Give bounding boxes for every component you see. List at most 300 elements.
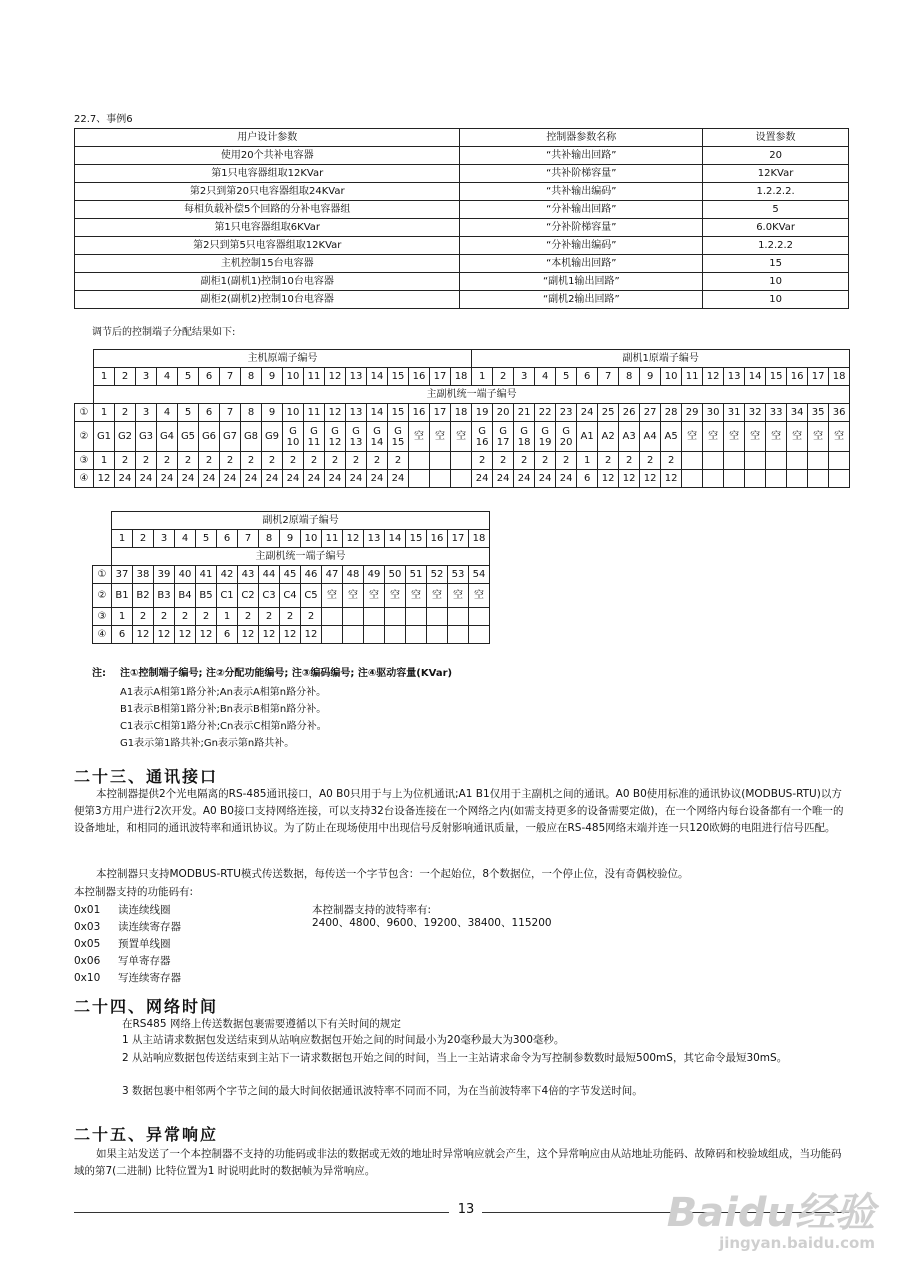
grid-cell: 12	[259, 626, 280, 644]
grid-cell: 5	[178, 404, 199, 422]
grid-cell: 18	[451, 404, 472, 422]
grid-cell	[808, 452, 829, 470]
func-code: 0x03	[74, 921, 101, 933]
orig-cell: 2	[133, 530, 154, 548]
grid-cell	[448, 608, 469, 626]
orig-cell: 4	[535, 368, 556, 386]
orig-cell: 12	[343, 530, 364, 548]
grid-cell: 2	[388, 452, 409, 470]
grid-cell	[364, 608, 385, 626]
grid-cell: 24	[136, 470, 157, 488]
func-desc: 读连续寄存器	[118, 921, 181, 933]
table-cell: 第1只电容器组取6KVar	[75, 219, 460, 237]
orig-cell: 10	[661, 368, 682, 386]
grid-cell: G 15	[388, 422, 409, 452]
grid-cell: 12	[301, 626, 322, 644]
func-desc: 写连续寄存器	[118, 972, 181, 984]
header-cell: 控制器参数名称	[460, 129, 703, 147]
orig-cell: 7	[238, 530, 259, 548]
grid-cell: 2	[238, 608, 259, 626]
table-cell: 1.2.2.2.	[703, 183, 849, 201]
grid-cell: 12	[94, 470, 115, 488]
func-item	[74, 936, 181, 953]
grid-cell: 1	[217, 608, 238, 626]
grid-cell	[766, 470, 787, 488]
grid-cell: 40	[175, 566, 196, 584]
grid-cell: 50	[385, 566, 406, 584]
grid-cell	[703, 452, 724, 470]
grid-cell: 32	[745, 404, 766, 422]
table-cell: 1.2.2.2	[703, 237, 849, 255]
main-header: 主机原端子编号	[94, 350, 472, 368]
grid-cell: 7	[220, 404, 241, 422]
table-row	[75, 147, 849, 165]
grid-cell: 2	[346, 452, 367, 470]
grid-cell: 2	[280, 608, 301, 626]
example-title: 22.7、事例6	[74, 114, 133, 125]
grid-cell: C1	[217, 584, 238, 608]
table-cell: 15	[703, 255, 849, 273]
row-label: ③	[93, 608, 112, 626]
grid-cell	[703, 470, 724, 488]
grid-cell: 24	[472, 470, 493, 488]
orig-cell: 13	[346, 368, 367, 386]
grid-cell: G6	[199, 422, 220, 452]
grid-cell: G 12	[325, 422, 346, 452]
footer-rule-left	[74, 1212, 449, 1213]
adjust-label: 调节后的控制端子分配结果如下:	[92, 327, 236, 338]
orig-cell: 17	[808, 368, 829, 386]
grid-cell: 2	[514, 452, 535, 470]
grid-cell: 6	[577, 470, 598, 488]
grid-cell: 12	[154, 626, 175, 644]
grid-cell: 2	[133, 608, 154, 626]
grid-cell: 45	[280, 566, 301, 584]
orig-cell: 11	[304, 368, 325, 386]
grid-cell: 24	[241, 470, 262, 488]
orig-cell: 10	[301, 530, 322, 548]
func-list	[74, 902, 181, 987]
grid-cell: 2	[619, 452, 640, 470]
orig-cell: 5	[556, 368, 577, 386]
orig-cell: 2	[493, 368, 514, 386]
grid-cell: G2	[115, 422, 136, 452]
grid-cell: 空	[745, 422, 766, 452]
grid-cell: 2	[325, 452, 346, 470]
grid-cell: C2	[238, 584, 259, 608]
table-row	[75, 165, 849, 183]
unified-header: 主副机统一端子编号	[94, 386, 850, 404]
orig-cell: 1	[112, 530, 133, 548]
grid-cell: 35	[808, 404, 829, 422]
table-cell: 10	[703, 273, 849, 291]
grid-cell: C5	[301, 584, 322, 608]
grid-cell: 空	[322, 584, 343, 608]
grid-cell: 空	[364, 584, 385, 608]
note-line: B1表示B相第1路分补;Bn表示B相第n路分补。	[120, 704, 327, 715]
section-23-title: 二十三、通讯接口	[74, 767, 219, 786]
grid-cell: G1	[94, 422, 115, 452]
grid-cell: 1	[94, 404, 115, 422]
grid-cell: B2	[133, 584, 154, 608]
grid-cell: B3	[154, 584, 175, 608]
grid-cell: 42	[217, 566, 238, 584]
grid-cell: 12	[598, 470, 619, 488]
blank-cell	[75, 350, 94, 368]
grid-cell: 41	[196, 566, 217, 584]
blank-cell	[75, 368, 94, 386]
grid-cell: 空	[448, 584, 469, 608]
grid-cell: 13	[346, 404, 367, 422]
terminal-grid-2	[92, 511, 490, 644]
grid-cell: 12	[640, 470, 661, 488]
orig-cell: 6	[199, 368, 220, 386]
watermark-brand: Baidu经验	[666, 1190, 875, 1236]
grid-cell: 33	[766, 404, 787, 422]
grid-cell: 44	[259, 566, 280, 584]
grid-cell: 16	[409, 404, 430, 422]
grid-cell: G 20	[556, 422, 577, 452]
grid-cell: 24	[367, 470, 388, 488]
grid-cell: 26	[619, 404, 640, 422]
grid-cell	[385, 608, 406, 626]
grid-cell: 24	[199, 470, 220, 488]
grid-cell	[364, 626, 385, 644]
grid-cell: 2	[535, 452, 556, 470]
table-cell: 副柜2(副机2)控制10台电容器	[75, 291, 460, 309]
section-25-para: 如果主站发送了一个本控制器不支持的功能码或非法的数据或无效的地址时异常响应就会产生，这个异常响应由从站地址功能码、故障码和校验域组成，当功能码域的第7(二进制) 比特位置为1 时说明此时的数据帧为异常响应。	[74, 1148, 842, 1177]
orig-cell: 17	[430, 368, 451, 386]
baud-values: 2400、4800、9600、19200、38400、115200	[312, 917, 552, 929]
grid-cell	[724, 470, 745, 488]
orig-cell: 2	[115, 368, 136, 386]
orig-cell: 3	[514, 368, 535, 386]
table-row	[75, 273, 849, 291]
grid-cell: G 18	[514, 422, 535, 452]
grid-cell: 24	[220, 470, 241, 488]
orig-cell: 12	[703, 368, 724, 386]
orig-cell: 8	[619, 368, 640, 386]
table-cell: 使用20个共补电容器	[75, 147, 460, 165]
func-code: 0x10	[74, 972, 101, 984]
terminal-grid-1	[74, 349, 850, 488]
sub2-header: 副机2原端子编号	[112, 512, 490, 530]
grid-cell: 23	[556, 404, 577, 422]
grid-cell: 12	[196, 626, 217, 644]
grid-cell: 2	[196, 608, 217, 626]
orig-cell: 4	[157, 368, 178, 386]
grid-cell: 空	[409, 422, 430, 452]
grid-cell: 2	[241, 452, 262, 470]
grid-cell: 31	[724, 404, 745, 422]
grid-cell: 24	[178, 470, 199, 488]
table-row	[75, 219, 849, 237]
blank-cell	[93, 548, 112, 566]
grid-cell: A1	[577, 422, 598, 452]
func-item	[74, 970, 181, 987]
grid-cell	[766, 452, 787, 470]
orig-cell: 9	[262, 368, 283, 386]
grid-cell: 24	[346, 470, 367, 488]
grid-cell: 2	[175, 608, 196, 626]
grid-cell: 30	[703, 404, 724, 422]
grid-cell: 14	[367, 404, 388, 422]
grid-cell	[787, 452, 808, 470]
grid-cell	[343, 608, 364, 626]
grid-cell: 37	[112, 566, 133, 584]
grid-cell	[322, 608, 343, 626]
grid-cell	[745, 470, 766, 488]
func-code: 0x01	[74, 904, 101, 916]
table-cell: 5	[703, 201, 849, 219]
grid-cell: G4	[157, 422, 178, 452]
grid-cell: 2	[157, 452, 178, 470]
orig-cell: 15	[388, 368, 409, 386]
grid-cell: 24	[157, 470, 178, 488]
notes-label: 注:	[92, 668, 106, 679]
grid-cell: A5	[661, 422, 682, 452]
table-cell: 10	[703, 291, 849, 309]
grid-cell: 25	[598, 404, 619, 422]
section-23-para2: 本控制器只支持MODBUS-RTU模式传送数据，每传送一个字节包含：一个起始位，8个数据位，一个停止位，没有奇偶校验位。	[96, 868, 689, 880]
grid-cell: 3	[136, 404, 157, 422]
blank-cell	[75, 386, 94, 404]
grid-cell	[409, 452, 430, 470]
grid-cell: 47	[322, 566, 343, 584]
grid-cell: 空	[406, 584, 427, 608]
grid-cell	[430, 470, 451, 488]
table-cell: “共补输出回路”	[460, 147, 703, 165]
orig-cell: 14	[385, 530, 406, 548]
grid-cell: 2	[640, 452, 661, 470]
grid-cell: 6	[199, 404, 220, 422]
row-label: ③	[75, 452, 94, 470]
row-label: ②	[75, 422, 94, 452]
grid-cell: A4	[640, 422, 661, 452]
section-24-item: 1 从主站请求数据包发送结束到从站响应数据包开始之间的时间最小为20毫秒最大为300毫秒。	[122, 1034, 565, 1046]
grid-cell: 2	[220, 452, 241, 470]
orig-cell: 7	[598, 368, 619, 386]
grid-cell: 9	[262, 404, 283, 422]
table-cell: “本机输出回路”	[460, 255, 703, 273]
table-row	[75, 237, 849, 255]
grid-cell: 空	[427, 584, 448, 608]
blank-cell	[93, 530, 112, 548]
grid-cell: 2	[154, 608, 175, 626]
grid-cell: 2	[283, 452, 304, 470]
watermark-url: jingyan.baidu.com	[719, 1234, 875, 1252]
table-cell: “副机2输出回路”	[460, 291, 703, 309]
header-cell: 设置参数	[703, 129, 849, 147]
orig-cell: 14	[367, 368, 388, 386]
grid-cell: B1	[112, 584, 133, 608]
grid-cell: 2	[199, 452, 220, 470]
grid-cell: G3	[136, 422, 157, 452]
grid-cell: 24	[535, 470, 556, 488]
grid-cell: 48	[343, 566, 364, 584]
baud-label: 本控制器支持的波特率有:	[312, 904, 432, 916]
section-23-para1: 本控制器提供2个光电隔离的RS-485通讯接口，A0 B0只用于与上为位机通讯;A1 B1仅用于主副机之间的通讯。A0 B0使用标准的通讯协议(MODBUS-RTU)以方便第3方用户进行2次开发。A0 B0接口支持网络连接，可以支持32台设备连接在一个网络之内(如需支持更多的设备需要定做)，在一个网络内每台设备都有一个唯一的设备地址，和相同的通讯波特率和通讯协议。为了防止在现场使用中出现信号反射影响通讯质量，一般应在RS-485网络末端并连一只120欧姆的电阻进行信号匹配。	[74, 788, 844, 834]
grid-cell: 2	[367, 452, 388, 470]
grid-cell: 2	[472, 452, 493, 470]
grid-cell: 空	[430, 422, 451, 452]
func-item	[74, 919, 181, 936]
grid-cell	[829, 470, 850, 488]
orig-cell: 16	[409, 368, 430, 386]
grid-cell: G 11	[304, 422, 325, 452]
section-24-item: 3 数据包裹中相邻两个字节之间的最大时间依据通讯波特率不同而不同，为在当前波特率下4倍的字节发送时间。	[122, 1085, 643, 1097]
table-cell: “分补输出编码”	[460, 237, 703, 255]
row-label: ②	[93, 584, 112, 608]
grid-cell: 12	[280, 626, 301, 644]
table-cell: “共补阶梯容量”	[460, 165, 703, 183]
table-cell: 第2只到第20只电容器组取24KVar	[75, 183, 460, 201]
grid-cell: G7	[220, 422, 241, 452]
grid-cell	[808, 470, 829, 488]
orig-cell: 13	[724, 368, 745, 386]
section-25-title: 二十五、异常响应	[74, 1125, 219, 1144]
orig-cell: 1	[472, 368, 493, 386]
grid-cell: 1	[94, 452, 115, 470]
grid-cell: 12	[661, 470, 682, 488]
grid-cell	[469, 626, 490, 644]
grid-cell: 43	[238, 566, 259, 584]
orig-cell: 15	[406, 530, 427, 548]
orig-cell: 17	[448, 530, 469, 548]
table-row	[75, 291, 849, 309]
orig-cell: 9	[280, 530, 301, 548]
grid-cell	[829, 452, 850, 470]
grid-cell: 2	[493, 452, 514, 470]
orig-cell: 3	[154, 530, 175, 548]
grid-cell: G 10	[283, 422, 304, 452]
grid-cell	[409, 470, 430, 488]
orig-cell: 14	[745, 368, 766, 386]
grid-cell: 1	[112, 608, 133, 626]
notes-list	[120, 684, 327, 752]
table-cell: 第1只电容器组取12KVar	[75, 165, 460, 183]
grid-cell	[406, 626, 427, 644]
grid-cell: G 16	[472, 422, 493, 452]
grid-cell	[430, 452, 451, 470]
grid-cell: 8	[241, 404, 262, 422]
grid-cell	[682, 470, 703, 488]
note-line: C1表示C相第1路分补;Cn表示C相第n路分补。	[120, 721, 327, 732]
orig-cell: 18	[829, 368, 850, 386]
func-item	[74, 953, 181, 970]
grid-cell: 12	[619, 470, 640, 488]
orig-cell: 16	[787, 368, 808, 386]
grid-cell: 34	[787, 404, 808, 422]
grid-cell: 4	[157, 404, 178, 422]
orig-cell: 10	[283, 368, 304, 386]
grid-cell: B5	[196, 584, 217, 608]
orig-cell: 18	[469, 530, 490, 548]
grid-cell: 49	[364, 566, 385, 584]
func-desc: 读连续线圈	[118, 904, 171, 916]
notes-line-1: 注①控制端子编号; 注②分配功能编号; 注③编码编号; 注④驱动容量(KVar)	[120, 668, 453, 679]
func-label: 本控制器支持的功能码有:	[74, 886, 194, 898]
orig-cell: 3	[136, 368, 157, 386]
grid-cell: C4	[280, 584, 301, 608]
orig-cell: 6	[217, 530, 238, 548]
grid-cell: 2	[301, 608, 322, 626]
grid-cell: 1	[577, 452, 598, 470]
grid-cell: 24	[577, 404, 598, 422]
grid-cell: 6	[112, 626, 133, 644]
grid-cell: G8	[241, 422, 262, 452]
grid-cell: 24	[115, 470, 136, 488]
grid-cell: 20	[493, 404, 514, 422]
table-row	[75, 255, 849, 273]
header-cell: 用户设计参数	[75, 129, 460, 147]
grid-cell: 2	[556, 452, 577, 470]
orig-cell: 4	[175, 530, 196, 548]
grid-cell	[427, 608, 448, 626]
grid-cell	[682, 452, 703, 470]
grid-cell: 空	[808, 422, 829, 452]
row-label: ①	[93, 566, 112, 584]
grid-cell: 36	[829, 404, 850, 422]
grid-cell: 24	[283, 470, 304, 488]
grid-cell: 51	[406, 566, 427, 584]
grid-cell: 2	[661, 452, 682, 470]
func-code: 0x06	[74, 955, 101, 967]
orig-cell: 12	[325, 368, 346, 386]
grid-cell: B4	[175, 584, 196, 608]
grid-cell: 22	[535, 404, 556, 422]
grid-cell: 12	[133, 626, 154, 644]
grid-cell: 24	[493, 470, 514, 488]
grid-cell: 2	[136, 452, 157, 470]
grid-cell: 空	[682, 422, 703, 452]
grid-cell: G 17	[493, 422, 514, 452]
section-24-intro: 在RS485 网络上传送数据包裹需要遵循以下有关时间的规定	[122, 1018, 401, 1030]
table-cell: 6.0KVar	[703, 219, 849, 237]
orig-cell: 18	[451, 368, 472, 386]
func-desc: 预置单线圈	[118, 938, 171, 950]
grid-cell	[406, 608, 427, 626]
table-cell: “分补输出回路”	[460, 201, 703, 219]
table-cell: 12KVar	[703, 165, 849, 183]
orig-cell: 13	[364, 530, 385, 548]
orig-cell: 11	[682, 368, 703, 386]
grid-cell: 12	[325, 404, 346, 422]
grid-cell: 2	[115, 452, 136, 470]
table-cell: “副机1输出回路”	[460, 273, 703, 291]
table-cell: “分补阶梯容量”	[460, 219, 703, 237]
grid-cell: 2	[598, 452, 619, 470]
grid-cell: A2	[598, 422, 619, 452]
grid-cell	[385, 626, 406, 644]
orig-cell: 7	[220, 368, 241, 386]
grid-cell: G 14	[367, 422, 388, 452]
grid-cell: 38	[133, 566, 154, 584]
orig-cell: 8	[259, 530, 280, 548]
orig-cell: 8	[241, 368, 262, 386]
grid-cell	[745, 452, 766, 470]
grid-cell: 24	[514, 470, 535, 488]
grid-cell: G5	[178, 422, 199, 452]
orig-cell: 16	[427, 530, 448, 548]
grid-cell: 6	[217, 626, 238, 644]
grid-cell: 12	[175, 626, 196, 644]
grid-cell	[343, 626, 364, 644]
row-label: ④	[75, 470, 94, 488]
grid-cell: 空	[724, 422, 745, 452]
grid-cell: 21	[514, 404, 535, 422]
orig-cell: 5	[196, 530, 217, 548]
